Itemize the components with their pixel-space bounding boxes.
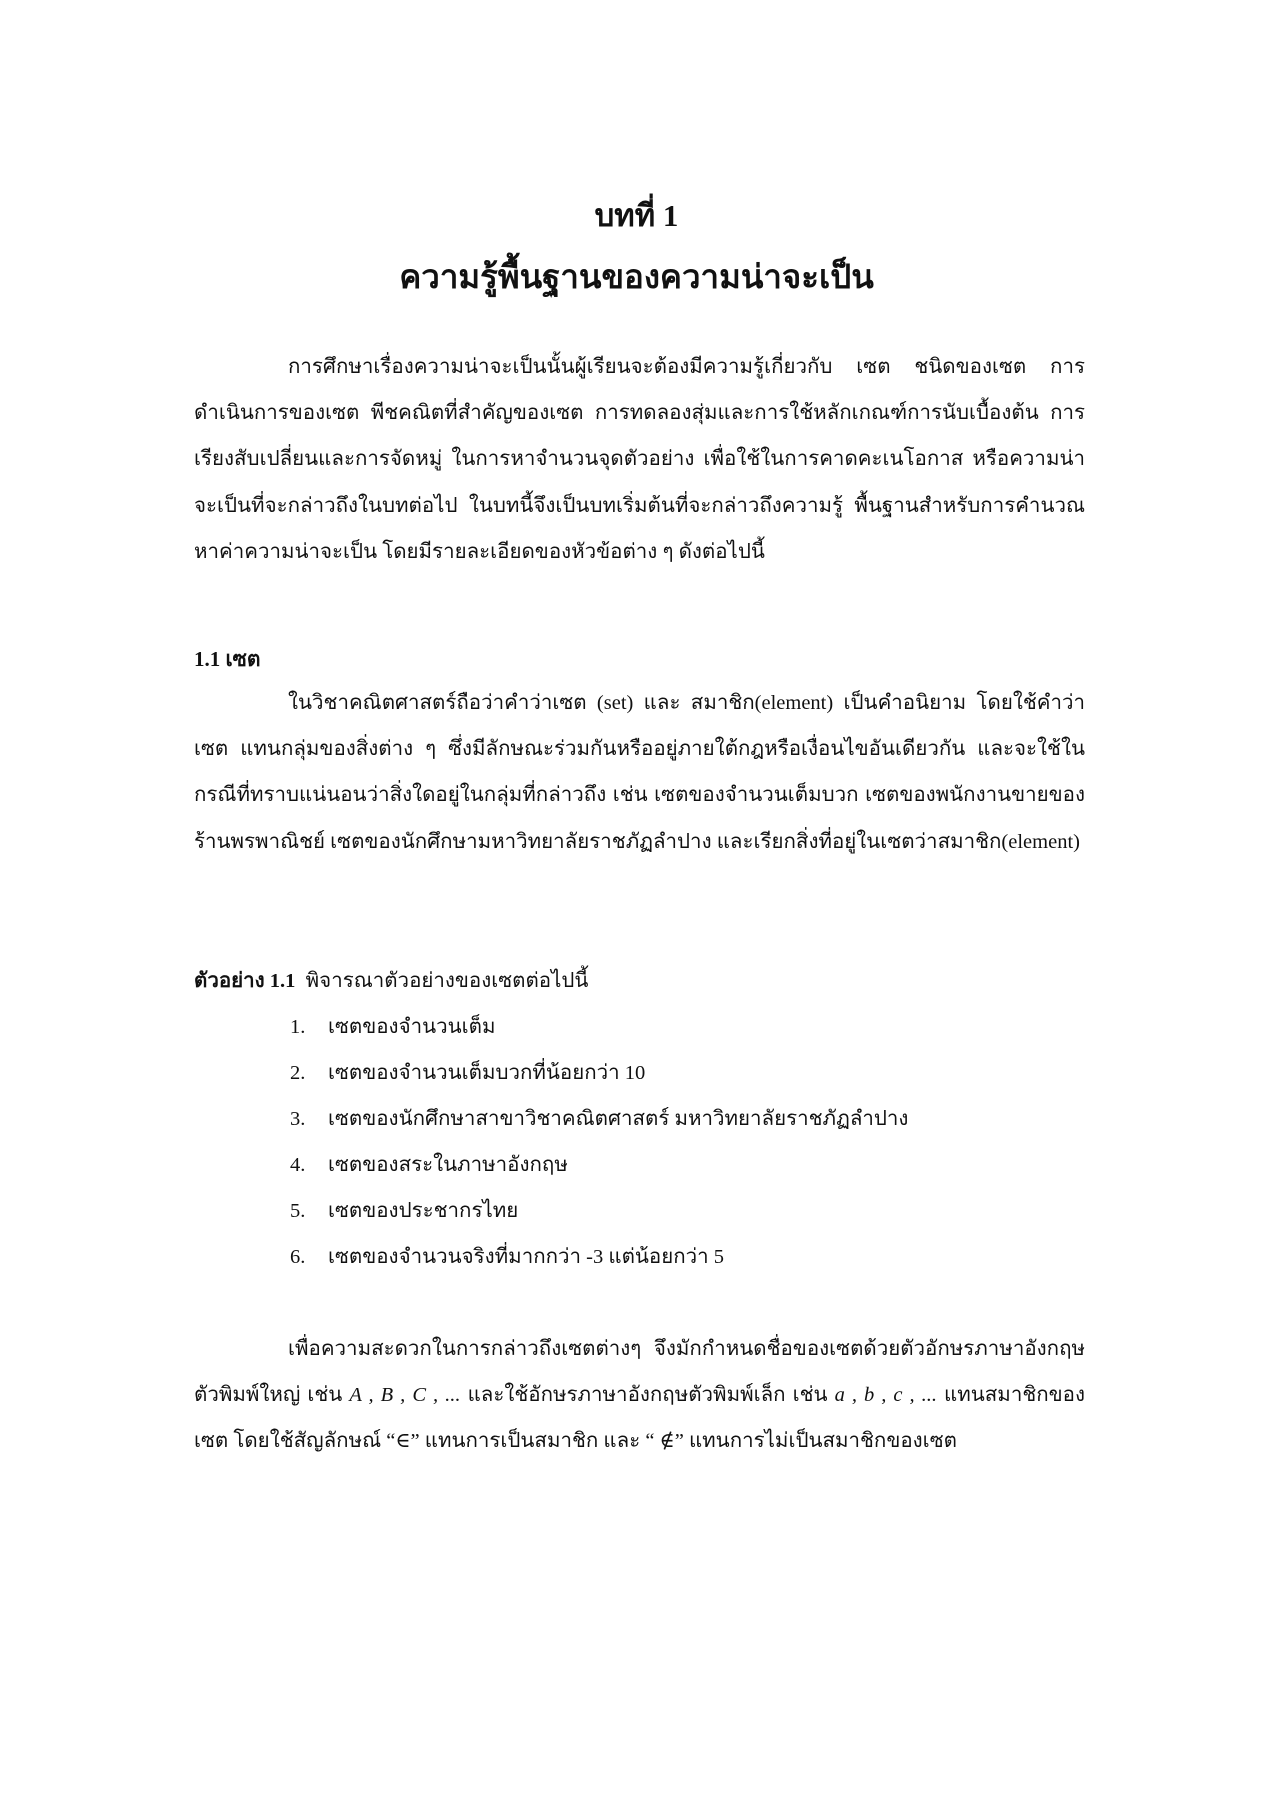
list-item-text: เซตของจำนวนเต็ม: [328, 1016, 496, 1038]
list-item-number: 2.: [290, 1062, 306, 1084]
chapter-number: บทที่ 1: [594, 198, 679, 233]
list-item-text: เซตของจำนวนจริงที่มากกว่า -3 แต่น้อยกว่า 5: [328, 1246, 725, 1268]
section-heading: 1.1 เซต: [194, 647, 261, 671]
list-item-text: เซตของจำนวนเต็มบวกที่น้อยกว่า 10: [328, 1062, 646, 1084]
list-item-number: 3.: [290, 1108, 306, 1130]
list-item: [290, 1196, 908, 1242]
lowercase-element-examples: a , b , c , ...: [834, 1384, 938, 1407]
list-item: [290, 1242, 908, 1288]
intro-paragraph-text: การศึกษาเรื่องความน่าจะเป็นนั้นผู้เรียนจะต้องมีความรู้เกี่ยวกับ เซต ชนิดของเซต การดำเนินการของเซต พีชคณิตที่สำคัญของเซต การทดลองสุ่มและการใช้หลักเกณฑ์การนับเบื้องต้น การเรียงสับเปลี่ยนและการจัดหมู่ ในการหาจำนวนจุดตัวอย่าง เพื่อใช้ในการคาดคะเนโอกาส หรือความน่าจะเป็นที่จะกล่าวถึงในบทต่อไป ในบทนี้จึงเป็นบทเริ่มต้นที่จะกล่าวถึงความรู้ พื้นฐานสำหรับการคำนวณหาค่าความน่าจะเป็น โดยมีรายละเอียดของหัวข้อต่าง ๆ ดังต่อไปนี้: [194, 356, 1085, 563]
list-item-text: เซตของประชากรไทย: [328, 1200, 519, 1222]
example-label: ตัวอย่าง 1.1: [194, 970, 296, 992]
section-paragraph-text: ในวิชาคณิตศาสตร์ถือว่าคำว่าเซต (set) และ สมาชิก(element) เป็นคำอนิยาม โดยใช้คำว่า เซต แทนกลุ่มของสิ่งต่าง ๆ ซึ่งมีลักษณะร่วมกันหรืออยู่ภายใต้กฎหรือเงื่อนไขอันเดียวกัน และจะใช้ในกรณีที่ทราบแน่นอนว่าสิ่งใดอยู่ในกลุ่มที่กล่าวถึง เช่น เซตของจำนวนเต็มบวก เซตของพนักงานขายของร้านพรพาณิชย์ เซตของนักศึกษามหาวิทยาลัยราชภัฏลำปาง และเรียกสิ่งที่อยู่ในเซตว่าสมาชิก(element): [194, 692, 1085, 853]
example-intro: พิจารณาตัวอย่างของเซตต่อไปนี้: [305, 970, 589, 992]
uppercase-set-examples: A , B , C , ...: [349, 1384, 461, 1407]
example-heading: [194, 966, 588, 996]
notation-text-3: แทนสมาชิกของเซต โดยใช้สัญลักษณ์ “∈” แทนการเป็นสมาชิก และ “ ∉” แทนการไม่เป็นสมาชิกของเซต: [194, 1384, 1085, 1453]
example-list: [290, 1012, 908, 1288]
list-item-number: 4.: [290, 1154, 306, 1176]
list-item: [290, 1104, 908, 1150]
notation-paragraph: [194, 1326, 1085, 1465]
chapter-title: ความรู้พื้นฐานของความน่าจะเป็น: [399, 260, 874, 296]
list-item: [290, 1012, 908, 1058]
list-item-number: 5.: [290, 1200, 306, 1222]
list-item-number: 6.: [290, 1246, 306, 1268]
list-item-number: 1.: [290, 1016, 306, 1038]
list-item-text: เซตของสระในภาษาอังกฤษ: [328, 1154, 568, 1176]
list-item-text: เซตของนักศึกษาสาขาวิชาคณิตศาสตร์ มหาวิทยาลัยราชภัฏลำปาง: [328, 1108, 909, 1130]
notation-text-2: และใช้อักษรภาษาอังกฤษตัวพิมพ์เล็ก เช่น: [460, 1384, 835, 1407]
section-paragraph: [194, 680, 1085, 865]
list-item: [290, 1150, 908, 1196]
notation-text-1: เพื่อความสะดวกในการกล่าวถึงเซตต่างๆ จึงมักกำหนดชื่อของเซตด้วยตัวอักษรภาษาอังกฤษตัวพิมพ์ใหญ่ เช่น: [194, 1338, 1085, 1407]
intro-paragraph: [194, 344, 1085, 575]
list-item: [290, 1058, 908, 1104]
